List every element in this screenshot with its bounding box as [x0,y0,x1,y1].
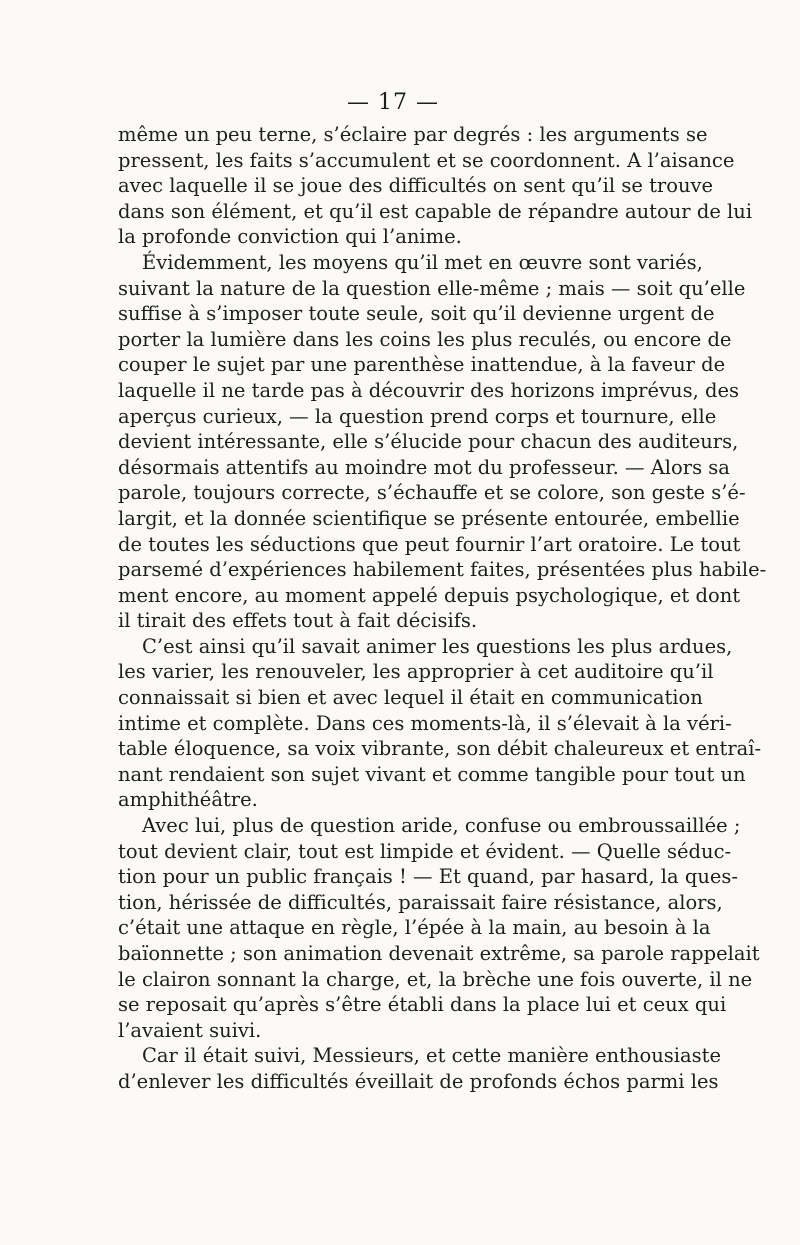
text-line: table éloquence, sa voix vibrante, son débit chaleureux et entraî- [118,737,762,761]
paragraph [118,813,760,1043]
text-line: désormais attentifs au moindre mot du professeur. — Alors sa [118,455,730,479]
text-line: nant rendaient son sujet vivant et comme tangible pour tout un [118,762,746,786]
text-line: laquelle il ne tarde pas à découvrir des horizons imprévus, des [118,378,740,402]
text-line: largit, et la donnée scientifique se présente entourée, embellie [118,506,740,530]
text-line: l’avaient suivi. [118,1018,262,1042]
text-line: la profonde conviction qui l’anime. [118,225,462,249]
text-line: c’était une attaque en règle, l’épée à la main, au besoin à la [118,916,711,940]
text-line: suffise à s’imposer toute seule, soit qu’il devienne urgent de [118,302,715,326]
text-line: parsemé d’expériences habilement faites, présentées plus habile- [118,558,767,582]
text-line: ment encore, au moment appelé depuis psychologique, et dont [118,583,741,607]
text-line: porter la lumière dans les coins les plus reculés, ou encore de [118,327,732,351]
text-line: d’enlever les difficultés éveillait de profonds échos parmi les [118,1069,719,1093]
text-line: avec laquelle il se joue des difficultés on sent qu’il se trouve [118,174,714,198]
text-line: Car il était suivi, Messieurs, et cette manière enthousiaste [142,1044,722,1068]
paragraph [118,1043,722,1094]
text-line: intime et complète. Dans ces moments-là, il s’élevait à la véri- [118,711,732,735]
text-line: C’est ainsi qu’il savait animer les questions les plus ardues, [142,634,733,658]
text-line: couper le sujet par une parenthèse inattendue, à la faveur de [118,353,726,377]
paragraph [118,250,767,634]
text-line: baïonnette ; son animation devenait extrême, sa parole rappelait [118,942,760,965]
text-line: il tirait des effets tout à fait décisifs. [118,609,478,633]
text-line: de toutes les séductions que peut fournir l’art oratoire. Le tout [118,532,741,556]
text-line: Avec lui, plus de question aride, confuse ou embroussaillée ; [142,814,741,838]
text-line: tout devient clair, tout est limpide et évident. — Quelle séduc- [118,839,732,863]
text-line: aperçus curieux, — la question prend corps et tournure, elle [118,404,717,428]
paragraph [118,634,762,813]
text-line: le clairon sonnant la charge, et, la brèche une fois ouverte, il ne [118,967,753,991]
text-line: Évidemment, les moyens qu’il met en œuvre sont variés, [142,250,703,274]
text-line: pressent, les faits s’accumulent et se coordonnent. A l’aisance [118,148,735,172]
page-number: — 17 — [347,90,439,115]
text-line: même un peu terne, s’éclaire par degrés : les arguments se [118,123,708,146]
text-line: amphithéâtre. [118,788,258,812]
text-line: parole, toujours correcte, s’échauffe et se colore, son geste s’é- [118,481,746,505]
book-page [118,88,767,1095]
text-line: suivant la nature de la question elle-même ; mais — soit qu’elle [118,276,746,300]
paragraph [118,122,753,250]
text-line: tion pour un public français ! — Et quand, par hasard, la ques- [118,865,739,889]
text-line: dans son élément, et qu’il est capable de répandre autour de lui [118,199,753,223]
text-line: se reposait qu’après s’être établi dans la place lui et ceux qui [118,993,727,1017]
text-line: connaissait si bien et avec lequel il était en communication [118,686,703,710]
text-line: devient intéressante, elle s’élucide pour chacun des auditeurs, [118,430,739,454]
text-line: les varier, les renouveler, les approprier à cet auditoire qu’il [118,660,714,684]
text-line: tion, hérissée de difficultés, paraissait faire résistance, alors, [118,890,723,914]
